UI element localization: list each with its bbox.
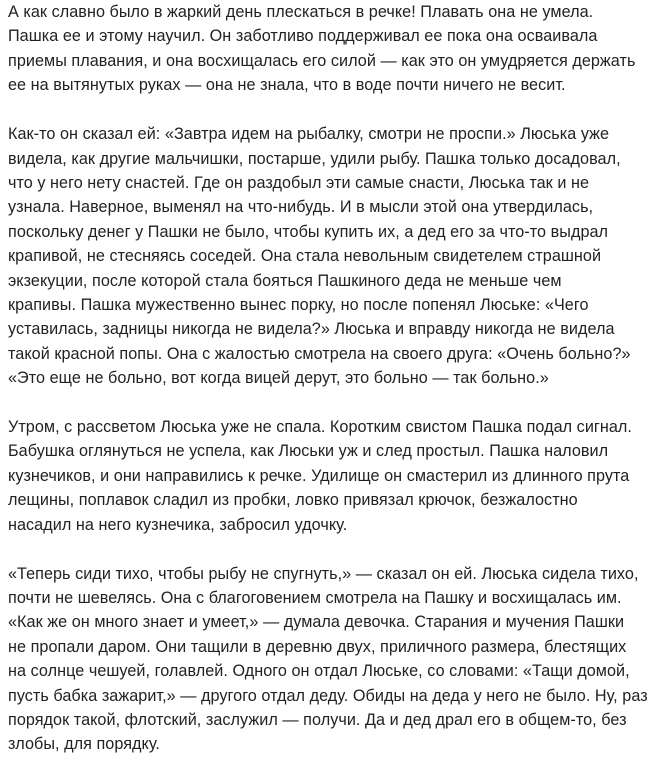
text-line: «Как же он много знает и умеет,» — думала девочка. Старания и мучения Пашки (8, 613, 625, 632)
text-line: «Это еще не больно, вот когда вицей дерут, это больно — так больно.» (8, 369, 549, 388)
paragraph-2 (8, 122, 651, 390)
text-line: Утром, с рассветом Люська уже не спала. Коротким свистом Пашка подал сигнал. (8, 418, 632, 437)
text-line: не пропали даром. Они тащили в деревню двух, приличного размера, блестящих (8, 637, 627, 656)
paragraph-4 (8, 562, 651, 757)
text-line: крапивой, не стесняясь соседей. Она стала невольным свидетелем страшной (8, 247, 602, 266)
text-line: Бабушка оглянуться не успела, как Люськи уж и след простыл. Пашка наловил (8, 442, 609, 461)
text-line: поскольку денег у Пашки не было, чтобы купить их, а дед его за что-то выдрал (8, 222, 609, 241)
text-line: порядок такой, флотский, заслужил — получи. Да и дед драл его в общем-то, без (8, 710, 627, 729)
text-line: видела, как другие мальчишки, постарше, удили рыбу. Пашка только досадовал, (8, 149, 621, 168)
text-line: ее на вытянутых руках — она не знала, что в воде почти ничего не весит. (8, 76, 566, 95)
document-text (8, 0, 651, 781)
text-line: экзекуции, после которой стала бояться Пашкиного деда не меньше чем (8, 271, 562, 290)
text-line: лещины, поплавок сладил из пробки, ловко привязал крючок, безжалостно (8, 491, 578, 510)
text-line: такой красной попы. Она с жалостью смотрела на своего друга: «Очень больно?» (8, 344, 631, 363)
text-line: приемы плавания, и она восхищалась его силой — как это он умудряется держать (8, 51, 636, 70)
text-line: почти не шевелясь. Она с благоговением смотрела на Пашку и восхищалась им. (8, 588, 622, 607)
paragraph-3 (8, 415, 651, 537)
text-line: на солнце чешуей, голавлей. Одного он отдал Люське, со словами: «Тащи домой, (8, 662, 630, 681)
text-line: «Теперь сиди тихо, чтобы рыбу не спугнуть,» — сказал он ей. Люська сидела тихо, (8, 564, 639, 583)
text-line: узнала. Наверное, выменял на что-нибудь. И в мысли этой она утвердилась, (8, 198, 594, 217)
text-line: Как-то он сказал ей: «Завтра идем на рыбалку, смотри не проспи.» Люська уже (8, 125, 610, 144)
text-line: крапивы. Пашка мужественно вынес порку, но после попенял Люське: «Чего (8, 295, 589, 314)
text-line: насадил на него кузнечика, забросил удочку. (8, 515, 348, 534)
text-line: уставилась, задницы никогда не видела?» Люська и вправду никогда не видела (8, 320, 615, 339)
text-line: пусть бабка зажарит,» — другого отдал деду. Обиды на деда у него не было. Ну, раз (8, 686, 648, 705)
text-line: А как славно было в жаркий день плескаться в речке! Плавать она не умела. (8, 3, 594, 21)
text-line: злобы, для порядку. (8, 735, 160, 754)
text-line: кузнечиков, и они направились к речке. Удилище он смастерил из длинного прута (8, 466, 630, 485)
text-line: что у него нету снастей. Где он раздобыл эти самые снасти, Люська так и не (8, 173, 590, 192)
text-line: Пашка ее и этому научил. Он заботливо поддерживал ее пока она осваивала (8, 27, 598, 46)
paragraph-1 (8, 0, 651, 98)
